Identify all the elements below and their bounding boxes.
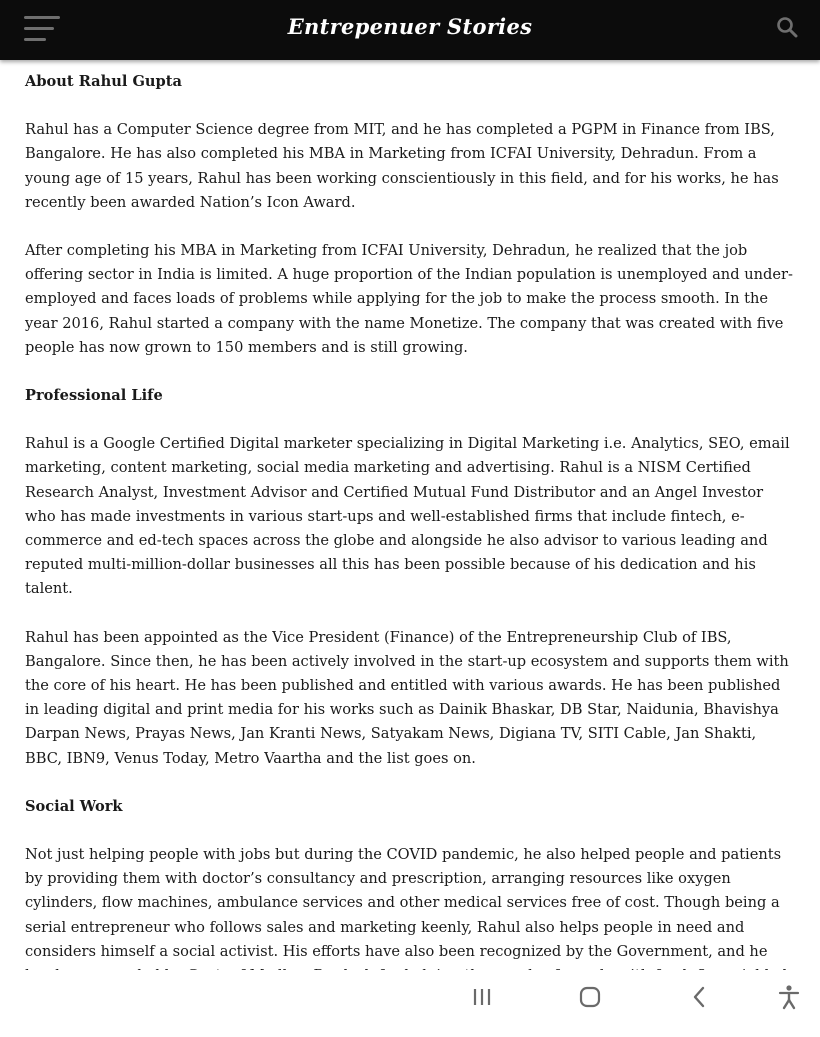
paragraph: Not just helping people with jobs but during the COVID pandemic, he also helped people and patients by providing them with doctor’s consultancy and prescription, arranging resources like oxygen cylinders, flow machines, ambulance services and other medical services free of cost. Though being a serial entrepreneur who follows sales and marketing keenly, Rahul also helps people in need and considers himself a social activist. His efforts have also been recognized by the Government, and he [25,846,782,960]
section-heading-professional-life: Professional Life [25,387,163,405]
paragraph: Rahul has a Computer Science degree from MIT, and he has completed a PGPM in Finance from IBS, Bangalore. He has also completed his MBA in Marketing from ICFAI University, Dehradun. From a young age of 15 years, Rahul has been working conscientiously in this field, and for his works, he has recently been awarded Nation’s Icon Award. [25,121,779,211]
system-navigation-bar [0,970,820,1024]
section-heading-about: About Rahul Gupta [25,73,182,90]
search-icon[interactable] [776,16,800,40]
article-body [25,63,797,1037]
recents-icon[interactable] [466,982,498,1012]
accessibility-icon[interactable] [773,982,805,1012]
paragraph: Rahul is a Google Certified Digital marketer specializing in Digital Marketing i.e. Analytics, SEO, email marketing, content marketing, social media marketing and advertising. Rahul is a NISM Certified Research Analyst, Investment Advisor and Certified Mutual Fund Distributor and an Angel Investor who has made investments in various start-ups and well-established firms that include fintech, e-commerce and ed-tech spaces across the globe and alongside he also advisor to various leading and reputed multi-million-dollar businesses all this has been possible because of his dedication and his talent. [25,435,790,598]
section-heading-social-work: Social Work [25,797,123,815]
paragraph: Rahul has been appointed as the Vice President (Finance) of the Entrepreneurship Club of IBS, Bangalore. Since then, he has been actively involved in the start-up ecosystem and supports them with the core of his heart. He has been published and entitled with various awards. He has been published in leading digital and print media for his works such as Dainik Bhaskar, DB Star, Naidunia, Bhavishya Darpan News, Prayas News, Jan Kranti News, Satyakam News, Digiana TV, SITI Cable, Jan Shakti, BBC, IBN9, Venus Today, Metro Vaartha and the list goes on. [25,628,789,767]
site-title[interactable]: Entrepenuer Stories [287,14,533,39]
paragraph: After completing his MBA in Marketing from ICFAI University, Dehradun, he realized that the job offering sector in India is limited. A huge proportion of the Indian population is unemployed and under-employed and faces loads of problems while applying for the job to make the process smooth. In the year 2016, Rahul started a company with the name Monetize. The company that was created with five people has now grown to 150 members and is still growing. [25,242,793,356]
home-icon[interactable] [574,982,606,1012]
back-icon[interactable] [683,982,715,1012]
app-header [0,0,820,60]
